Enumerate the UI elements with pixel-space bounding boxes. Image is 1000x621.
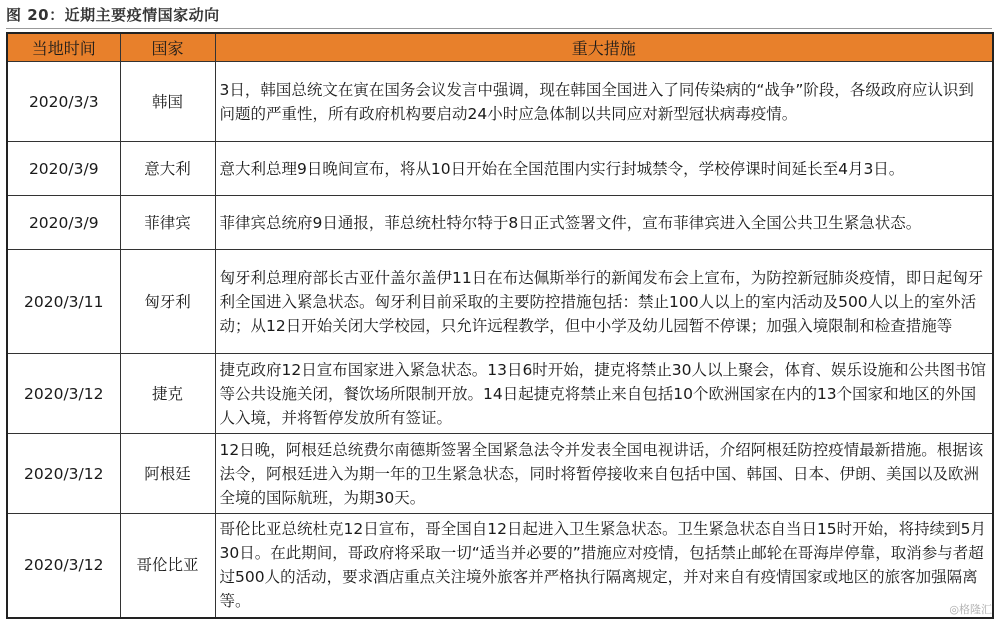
header-date: 当地时间 — [7, 33, 120, 62]
table-row — [7, 354, 993, 434]
row-measure: 12日晚，阿根廷总统费尔南德斯签署全国紧急法令并发表全国电视讲话，介绍阿根廷防控疫情最新措施。根据该法令，阿根廷进入为期一年的卫生紧急状态，同时将暂停接收来自包括中国、韩国、日本、伊朗、美国以及欧洲全境的国际航班，为期30天。 — [215, 434, 993, 514]
row-date: 2020/3/12 — [7, 434, 120, 514]
row-date: 2020/3/12 — [7, 354, 120, 434]
table-row — [7, 250, 993, 354]
row-country: 意大利 — [120, 142, 215, 196]
table-row — [7, 196, 993, 250]
table-row — [7, 514, 993, 618]
row-country: 韩国 — [120, 62, 215, 142]
row-measure: 捷克政府12日宣布国家进入紧急状态。13日6时开始，捷克将禁止30人以上聚会，体育、娱乐设施和公共图书馆等公共设施关闭，餐饮场所限制开放。14日起捷克将禁止来自包括10个欧洲国家在内的13个国家和地区的外国人入境，并将暂停发放所有签证。 — [215, 354, 993, 434]
figure-title: 图 20：近期主要疫情国家动向 — [6, 6, 220, 24]
measures-table — [6, 32, 994, 619]
row-country: 匈牙利 — [120, 250, 215, 354]
header-country: 国家 — [120, 33, 215, 62]
row-country: 阿根廷 — [120, 434, 215, 514]
table-row — [7, 434, 993, 514]
row-country: 捷克 — [120, 354, 215, 434]
row-country: 菲律宾 — [120, 196, 215, 250]
watermark: ◎格隆汇 — [949, 603, 992, 616]
row-date: 2020/3/9 — [7, 142, 120, 196]
header-measure: 重大措施 — [215, 33, 993, 62]
table-row — [7, 142, 993, 196]
row-date: 2020/3/12 — [7, 514, 120, 618]
row-date: 2020/3/3 — [7, 62, 120, 142]
table-header-row — [7, 33, 993, 62]
row-measure: 意大利总理9日晚间宣布，将从10日开始在全国范围内实行封城禁令，学校停课时间延长至4月3日。 — [215, 142, 993, 196]
row-measure: 哥伦比亚总统杜克12日宣布，哥全国自12日起进入卫生紧急状态。卫生紧急状态自当日15时开始，将持续到5月30日。在此期间，哥政府将采取一切“适当并必要的”措施应对疫情，包括禁止邮轮在哥海岸停靠，取消参与者超过500人的活动，要求酒店重点关注境外旅客并严格执行隔离规定，并对来自有疫情国家或地区的旅客加强隔离等。 — [215, 514, 993, 618]
row-measure: 匈牙利总理府部长古亚什盖尔盖伊11日在布达佩斯举行的新闻发布会上宣布，为防控新冠肺炎疫情，即日起匈牙利全国进入紧急状态。匈牙利目前采取的主要防控措施包括：禁止100人以上的室内活动及500人以上的室外活动；从12日开始关闭大学校园，只允许远程教学，但中小学及幼儿园暂不停课；加强入境限制和检查措施等 — [215, 250, 993, 354]
row-country: 哥伦比亚 — [120, 514, 215, 618]
row-date: 2020/3/9 — [7, 196, 120, 250]
row-measure: 菲律宾总统府9日通报，菲总统杜特尔特于8日正式签署文件，宣布菲律宾进入全国公共卫生紧急状态。 — [215, 196, 993, 250]
table-row — [7, 62, 993, 142]
row-date: 2020/3/11 — [7, 250, 120, 354]
row-measure: 3日，韩国总统文在寅在国务会议发言中强调，现在韩国全国进入了同传染病的“战争”阶段，各级政府应认识到问题的严重性，所有政府机构要启动24小时应急体制以共同应对新型冠状病毒疫情。 — [215, 62, 993, 142]
title-divider — [6, 28, 992, 29]
